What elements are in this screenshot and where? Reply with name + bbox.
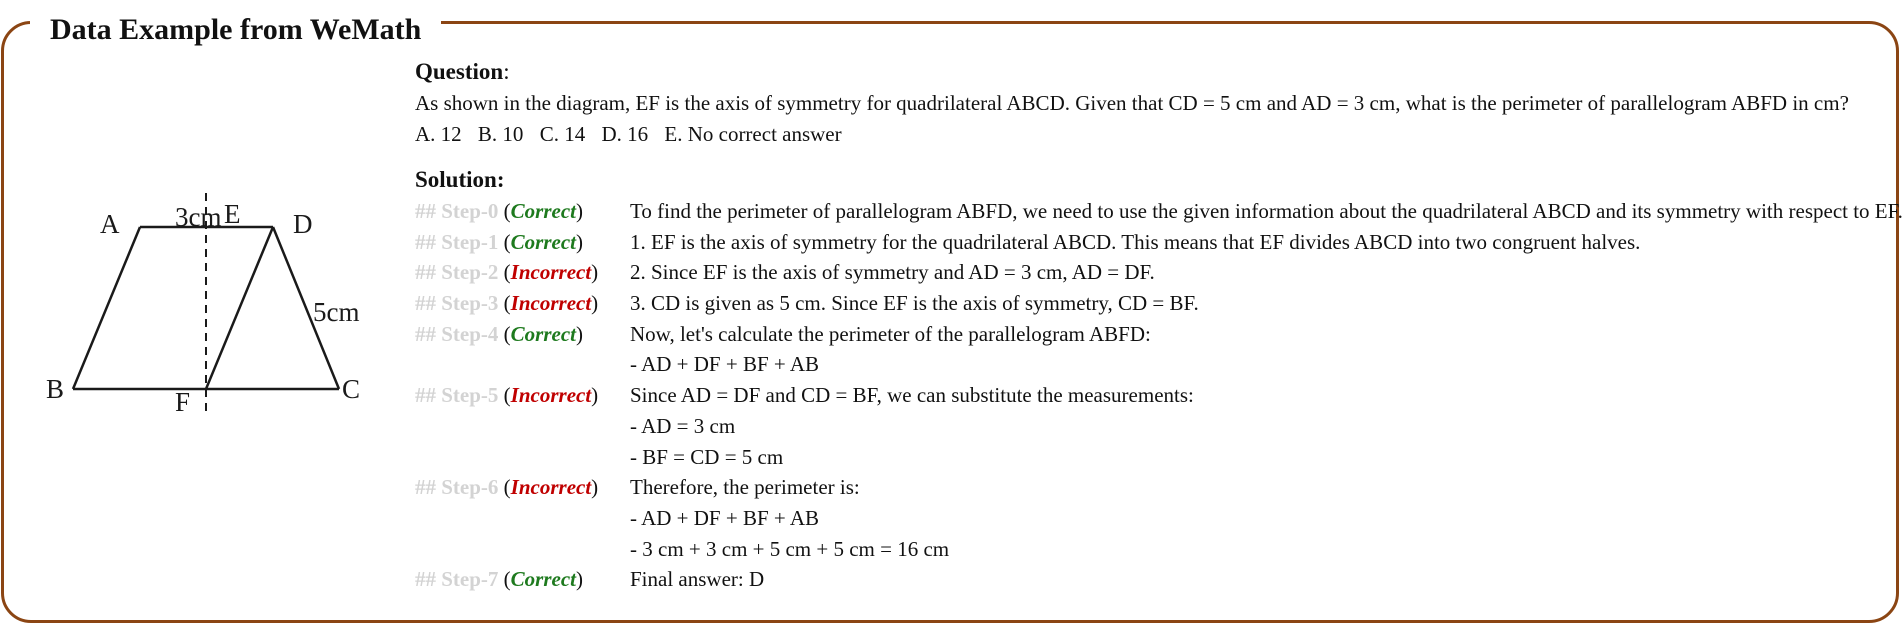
- step-tag: [415, 288, 630, 319]
- step-tag-empty: [415, 534, 630, 565]
- step-tag-empty: [415, 503, 630, 534]
- step-label: ## Step-3: [415, 291, 499, 316]
- step-text: To find the perimeter of parallelogram ABFD, we need to use the given information about the quadrilateral ABCD and its symmetry with respect to EF.: [630, 199, 1903, 223]
- label-d: D: [293, 209, 313, 239]
- step-text: 3. CD is given as 5 cm. Since EF is the axis of symmetry, CD = BF.: [630, 291, 1199, 316]
- solution-row: [415, 442, 1885, 473]
- solution-row: [415, 227, 1885, 258]
- close-paren: ): [591, 383, 599, 408]
- edge-ab: [73, 227, 140, 389]
- step-text: - 3 cm + 3 cm + 5 cm + 5 cm = 16 cm: [630, 536, 950, 561]
- choice-b: B. 10: [477, 122, 524, 146]
- open-paren: (: [503, 321, 511, 346]
- step-text: - AD + DF + BF + AB: [630, 505, 819, 530]
- solution-row: [415, 534, 1885, 565]
- step-label: ## Step-6: [415, 475, 499, 500]
- choice-c: C. 14: [539, 122, 586, 146]
- step-text: Final answer: D: [630, 567, 765, 592]
- solution-heading: Solution:: [415, 167, 505, 192]
- question-heading: [415, 56, 1885, 88]
- verdict-correct: Correct: [510, 567, 576, 592]
- step-tag-empty: [415, 349, 630, 380]
- label-b: B: [46, 374, 65, 404]
- label-c: C: [342, 374, 361, 404]
- step-tag: [415, 564, 630, 595]
- answer-choices: [415, 119, 1885, 150]
- step-label: ## Step-5: [415, 383, 499, 408]
- verdict-incorrect: Incorrect: [510, 260, 592, 285]
- close-paren: ): [576, 199, 583, 223]
- open-paren: (: [503, 229, 511, 254]
- open-paren: (: [503, 199, 511, 223]
- open-paren: (: [503, 291, 511, 316]
- solution-steps: [415, 196, 1903, 595]
- close-paren: ): [591, 291, 599, 316]
- choice-a: A. 12: [415, 122, 462, 146]
- step-label: ## Step-1: [415, 229, 499, 254]
- label-a: A: [100, 209, 120, 239]
- close-paren: ): [591, 475, 599, 500]
- close-paren: ): [576, 567, 583, 592]
- step-text: Therefore, the perimeter is:: [630, 475, 860, 500]
- step-text: - AD = 3 cm: [630, 413, 736, 438]
- step-text: - BF = CD = 5 cm: [630, 444, 784, 469]
- step-tag: [415, 227, 630, 258]
- close-paren: ): [591, 260, 599, 285]
- solution-row: [415, 472, 1885, 503]
- label-e: E: [224, 199, 241, 229]
- content-area: [415, 56, 1903, 595]
- solution-row: [415, 257, 1885, 288]
- label-length-dc: 5cm: [313, 297, 360, 327]
- verdict-correct: Correct: [510, 321, 576, 346]
- step-label: ## Step-2: [415, 260, 499, 285]
- step-text: 2. Since EF is the axis of symmetry and AD = 3 cm, AD = DF.: [630, 260, 1155, 285]
- step-text: - AD + DF + BF + AB: [630, 352, 819, 377]
- solution-row: [415, 503, 1885, 534]
- verdict-correct: Correct: [510, 199, 576, 223]
- step-text: Now, let's calculate the perimeter of the parallelogram ABFD:: [630, 321, 1151, 346]
- step-label: ## Step-0: [415, 199, 499, 223]
- step-label: ## Step-7: [415, 567, 499, 592]
- solution-row: [415, 319, 1885, 350]
- step-tag: [415, 380, 630, 411]
- close-paren: ): [576, 229, 583, 254]
- question-heading-label: Question: [415, 59, 504, 84]
- solution-row: [415, 380, 1885, 411]
- solution-row: [415, 288, 1885, 319]
- step-tag: [415, 319, 630, 350]
- solution-row: [415, 349, 1885, 380]
- verdict-correct: Correct: [510, 229, 576, 254]
- label-length-ad: 3cm: [175, 202, 222, 232]
- choice-d: D. 16: [601, 122, 649, 146]
- step-tag: [415, 257, 630, 288]
- close-paren: ): [576, 321, 583, 346]
- frame-title: Data Example from WeMath: [30, 8, 441, 52]
- step-text: 1. EF is the axis of symmetry for the quadrilateral ABCD. This means that EF divides ABCD into two congruent halves.: [630, 229, 1641, 254]
- open-paren: (: [503, 383, 511, 408]
- choice-e: E. No correct answer: [664, 122, 842, 146]
- solution-row: [415, 196, 1903, 227]
- step-tag: [415, 196, 630, 227]
- verdict-incorrect: Incorrect: [510, 291, 592, 316]
- edge-df: [206, 227, 273, 389]
- step-label: ## Step-4: [415, 321, 499, 346]
- step-tag-empty: [415, 442, 630, 473]
- open-paren: (: [503, 567, 511, 592]
- label-f: F: [175, 387, 191, 417]
- solution-row: [415, 411, 1885, 442]
- question-heading-colon: :: [503, 59, 510, 84]
- open-paren: (: [503, 260, 511, 285]
- verdict-incorrect: Incorrect: [510, 383, 592, 408]
- step-tag-empty: [415, 411, 630, 442]
- verdict-incorrect: Incorrect: [510, 475, 592, 500]
- solution-row: [415, 564, 1885, 595]
- open-paren: (: [503, 475, 511, 500]
- step-tag: [415, 472, 630, 503]
- step-text: Since AD = DF and CD = BF, we can substitute the measurements:: [630, 383, 1194, 408]
- question-text: As shown in the diagram, EF is the axis of symmetry for quadrilateral ABCD. Given that CD = 5 cm and AD = 3 cm, what is the perimeter of parallelogram ABFD in cm?: [415, 91, 1849, 115]
- geometry-diagram: [40, 190, 380, 420]
